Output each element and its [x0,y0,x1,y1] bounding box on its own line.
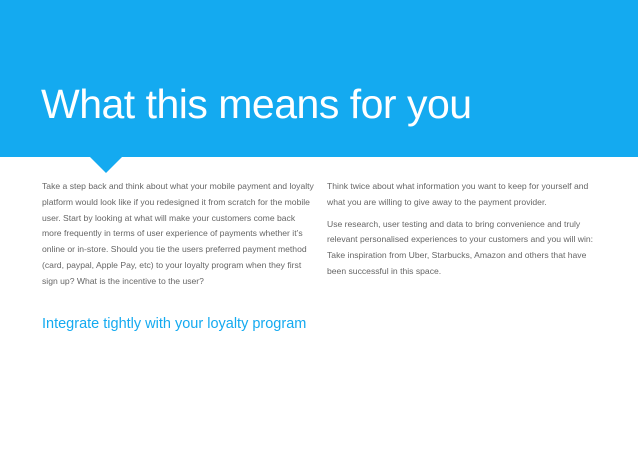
banner-pointer-notch [89,156,123,173]
left-text-column [42,179,314,290]
right-text-column [327,179,597,280]
slide-title: What this means for you [41,81,472,127]
section-subheading: Integrate tightly with your loyalty program [42,316,307,332]
title-banner [0,0,638,157]
right-paragraph-2: Use research, user testing and data to bring convenience and truly relevant personalised experiences to your customers and you will win: Take inspiration from Uber, Starbucks, Amazon and others that have been successful in this space. [327,218,594,276]
left-paragraph: Take a step back and think about what your mobile payment and loyalty platform would look like if you redesigned it from scratch for the mobile user. Start by looking at what will make your customers come back more frequently in terms of user experience of payments whether it’s online or in-store. Should you tie the users preferred payment method (card, paypal, Apple Pay, etc) to your loyalty program when they first sign up? What is the incentive to the user? [42,181,314,286]
right-paragraph-1: Think twice about what information you want to keep for yourself and what you are willing to give away to the payment provider. [327,181,589,207]
